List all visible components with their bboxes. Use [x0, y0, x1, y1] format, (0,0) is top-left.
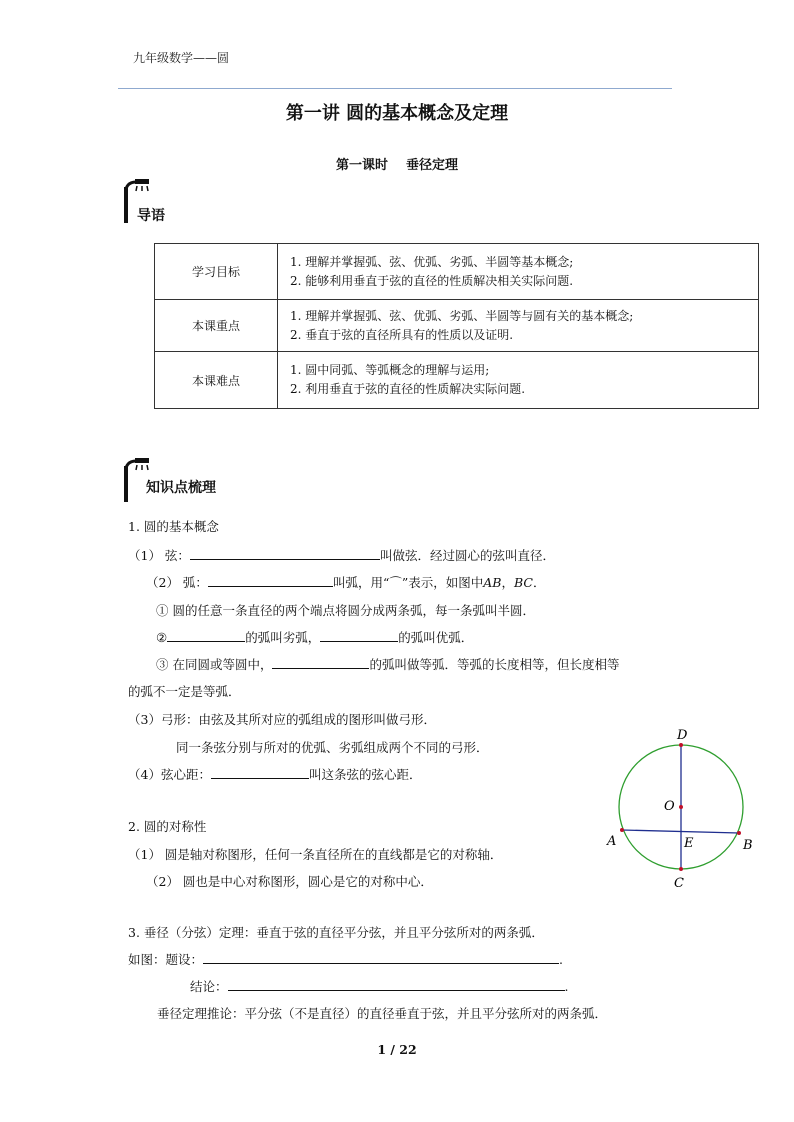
note-equal-arc-cont: 的弧不一定是等弧．	[128, 684, 241, 699]
theorem-conclusion: 结论： .	[190, 979, 569, 994]
fill-blank[interactable]	[208, 574, 333, 587]
point-b	[737, 831, 741, 835]
row-content: 1. 圆中同弧、等弧概念的理解与运用; 2. 利用垂直于弦的直径的性质解决实际问题.	[278, 352, 759, 409]
section-heading-knowledge: 知识点梳理	[146, 480, 216, 496]
label-e: E	[684, 836, 694, 851]
definition-chord-distance: （4）弦心距： 叫这条弦的弦心距．	[128, 767, 422, 782]
note-minor-major-arc: ② 的弧叫劣弧， 的弧叫优弧．	[156, 630, 474, 645]
point-c	[679, 867, 683, 871]
label-d: D	[677, 728, 688, 743]
page-number: 1 / 22	[377, 1042, 417, 1057]
fill-blank[interactable]	[320, 629, 398, 642]
point-a	[620, 828, 624, 832]
label-a: A	[607, 834, 617, 849]
page-title: 第一讲 圆的基本概念及定理	[285, 103, 509, 124]
table-row	[155, 352, 759, 409]
row-label: 本课重点	[155, 300, 278, 352]
header-divider	[118, 88, 672, 89]
lesson-subtitle	[0, 154, 794, 173]
note-semicircle: ① 圆的任意一条直径的两个端点将圆分成两条弧，每一条弧叫半圆．	[156, 603, 535, 618]
fill-blank[interactable]	[203, 951, 559, 964]
label-b: B	[743, 838, 753, 853]
fill-blank[interactable]	[228, 978, 565, 991]
symmetry-axis: （1） 圆是轴对称图形，任何一条直径所在的直线都是它的对称轴．	[128, 847, 503, 862]
objectives-table	[154, 243, 759, 409]
row-content: 1. 理解并掌握弧、弦、优弧、劣弧、半圆等基本概念; 2. 能够利用垂直于弦的直径的性质解决相关实际问题.	[278, 244, 759, 300]
running-header: 九年级数学——圆	[133, 51, 230, 65]
table-row	[155, 300, 759, 352]
fill-blank[interactable]	[272, 656, 369, 669]
theorem-hypothesis: 如图：题设： .	[128, 952, 563, 967]
definition-chord: （1） 弦： 叫做弦．经过圆心的弦叫直径．	[128, 548, 555, 563]
point-d	[679, 743, 683, 747]
definition-segment-note: 同一条弦分别与所对的优弧、劣弧组成两个不同的弓形．	[176, 740, 489, 755]
theorem-corollary: 垂径定理推论：平分弦（不是直径）的直径垂直于弦，并且平分弦所对的两条弧．	[157, 1006, 608, 1021]
theorem-statement: 3. 垂径（分弦）定理：垂直于弦的直径平分弦，并且平分弦所对的两条弧．	[128, 925, 544, 940]
row-label: 学习目标	[155, 244, 278, 300]
fill-blank[interactable]	[211, 766, 309, 779]
row-content: 1. 理解并掌握弧、弦、优弧、劣弧、半圆等与圆有关的基本概念; 2. 垂直于弦的直径所具有的性质以及证明.	[278, 300, 759, 352]
row-label: 本课难点	[155, 352, 278, 409]
circle-diagram	[600, 725, 770, 895]
note-equal-arc: ③ 在同圆或等圆中， 的弧叫做等弧．等弧的长度相等，但长度相等	[156, 657, 620, 672]
label-c: C	[674, 876, 684, 891]
lesson-topic: 垂径定理	[406, 158, 459, 173]
table-row	[155, 244, 759, 300]
section-heading-intro: 导语	[137, 208, 165, 224]
fill-blank[interactable]	[167, 629, 245, 642]
label-o: O	[664, 799, 675, 814]
symmetry-center: （2） 圆也是中心对称图形，圆心是它的对称中心．	[146, 874, 433, 889]
fill-blank[interactable]	[190, 547, 380, 560]
definition-arc: （2） 弧： 叫弧，用“⌒”表示，如图中AB，BC．	[146, 575, 546, 590]
point-o	[679, 805, 683, 809]
topic-heading: 2. 圆的对称性	[128, 819, 207, 834]
topic-heading: 1. 圆的基本概念	[128, 519, 219, 534]
definition-segment: （3）弓形：由弦及其所对应的弧组成的图形叫做弓形．	[128, 712, 436, 727]
lesson-part: 第一课时	[335, 158, 388, 173]
